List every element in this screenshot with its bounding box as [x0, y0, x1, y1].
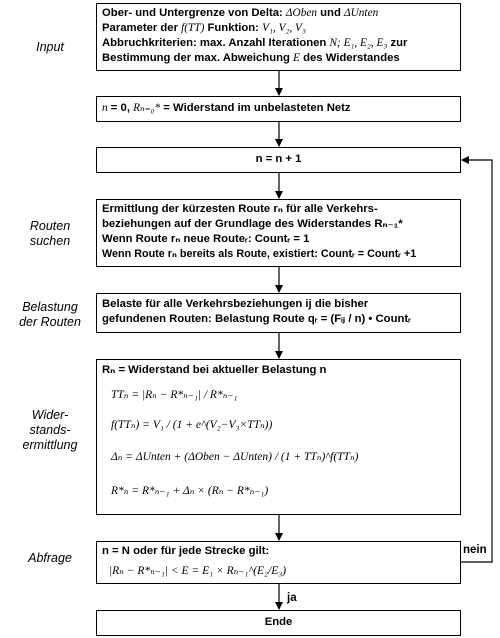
resistance-title: Rₙ = Widerstand bei aktueller Belastung n — [102, 364, 327, 376]
end-text: Ende — [264, 616, 293, 628]
label-widerstand-line1: Wider- — [31, 408, 69, 422]
query-line-1: n = N oder für jede Strecke gilt: — [102, 545, 270, 557]
label-routen-line2: suchen — [29, 234, 71, 248]
formula-tt: TTₙ = |Rₙ − R*ₙ₋₁| / R*ₙ₋₁ — [111, 389, 238, 401]
input-line-1: Ober- und Untergrenze von Delta: ΔOben und ΔUnten — [102, 7, 379, 19]
formula-ftt: f(TTₙ) = V₁ / (1 + e^(V₂−V₃×TTₙ)) — [111, 419, 273, 431]
label-belastung-line1: Belastung — [22, 300, 78, 314]
query-formula: |Rₙ − R*ₙ₋₁| < E = E₁ × Rₙ₋₁^(E₂/E₃) — [109, 565, 287, 577]
load-line-1: Belaste für alle Verkehrsbeziehungen ij die bisher — [102, 298, 369, 310]
routes-line-4: Wenn Route rₙ bereits als Route, existiert: Countᵣ = Countᵣ +1 — [102, 248, 417, 260]
init-line: n = 0, Rₙ₌₀* = Widerstand im unbelasteten Netz — [102, 102, 351, 114]
label-routen-line1: Routen — [29, 219, 71, 233]
load-line-2: gefundenen Routen: Belastung Route qᵣ = (Fᵢⱼ / n) • Countᵣ — [102, 313, 411, 325]
formula-rstar: R*ₙ = R*ₙ₋₁ + Δₙ × (Rₙ − R*ₙ₋₁) — [111, 485, 269, 497]
label-belastung-line2: der Routen — [19, 315, 81, 329]
routes-line-3: Wenn Route rₙ neue Routeᵣ: Countᵣ = 1 — [102, 233, 310, 245]
input-line-2: Parameter der f(TT) Funktion: V₁, V₂, V₃ — [102, 22, 306, 34]
label-nein: nein — [463, 544, 487, 556]
increment-text: n = n + 1 — [255, 153, 302, 165]
label-input-text: Input — [36, 40, 64, 54]
routes-line-1: Ermittlung der kürzesten Route rₙ für alle Verkehrs- — [102, 203, 378, 215]
label-widerstand-line2: stands- — [29, 423, 71, 437]
input-line-3: Abbruchkriterien: max. Anzahl Iterationen N; E₁, E₂, E₃ zur — [102, 37, 408, 49]
label-ja: ja — [287, 592, 297, 604]
formula-delta: Δₙ = ΔUnten + (ΔOben − ΔUnten) / (1 + TTₙ)^f(TTₙ) — [111, 451, 359, 463]
arrow-loop-nein — [461, 160, 492, 562]
label-widerstand-line3: ermittlung — [22, 438, 78, 452]
routes-line-2: beziehungen auf der Grundlage des Widerstandes Rₙ₋₁* — [102, 218, 403, 230]
input-line-4: Bestimmung der max. Abweichung E des Widerstandes — [102, 52, 400, 64]
label-abfrage-text: Abfrage — [28, 551, 72, 565]
